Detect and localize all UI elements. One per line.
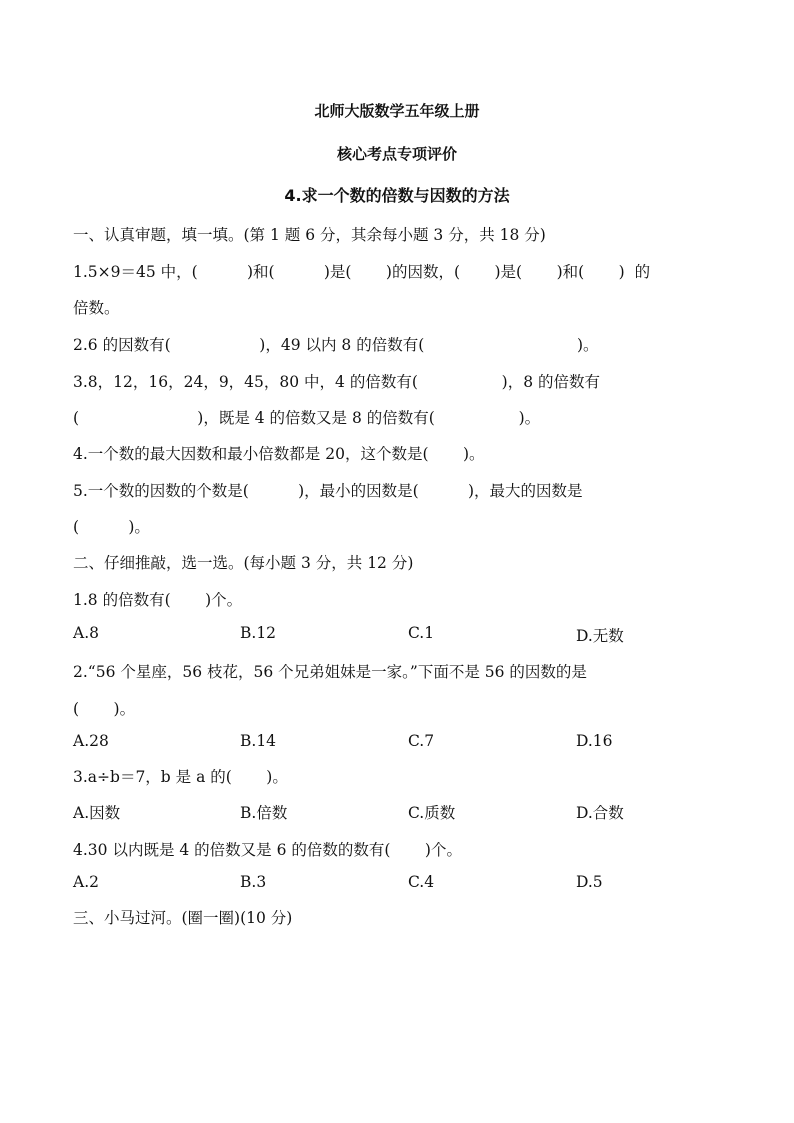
- s2-q4: 4.30 以内既是 4 的倍数又是 6 的倍数的数有( )个。: [73, 841, 462, 859]
- s2-q3: 3.a÷b＝7，b 是 a 的( )。: [73, 768, 288, 786]
- s1-q5-line1: 5.一个数的因数的个数是( )，最小的因数是( )，最大的因数是: [73, 482, 583, 500]
- s2-q1-option-a: A.8: [73, 624, 99, 642]
- s1-q1-line1: 1.5×9＝45 中，( )和( )是( )的因数，( )是( )和( ) 的: [73, 263, 651, 281]
- section3-heading: 三、小马过河。(圈一圈)(10 分): [73, 909, 293, 927]
- s2-q3-option-c: C.质数: [408, 804, 456, 822]
- topic-title: 4.求一个数的倍数与因数的方法: [284, 186, 510, 205]
- series-title: 北师大版数学五年级上册: [314, 102, 480, 120]
- s2-q4-option-c: C.4: [408, 873, 435, 891]
- s2-q2-option-b: B.14: [240, 732, 277, 750]
- s2-q2-option-a: A.28: [73, 732, 109, 750]
- s2-q4-option-b: B.3: [240, 873, 267, 891]
- s2-q1-option-d: D.无数: [576, 627, 624, 645]
- section2-heading: 二、仔细推敲，选一选。(每小题 3 分，共 12 分): [73, 554, 414, 572]
- s1-q3-line2: ( )，既是 4 的倍数又是 8 的倍数有( )。: [73, 409, 541, 427]
- s2-q2-option-c: C.7: [408, 732, 435, 750]
- s2-q1-option-c: C.1: [408, 624, 435, 642]
- s1-q1-line2: 倍数。: [73, 299, 120, 317]
- s2-q3-option-a: A.因数: [73, 804, 121, 822]
- s2-q4-option-a: A.2: [73, 873, 99, 891]
- subtitle: 核心考点专项评价: [336, 145, 457, 163]
- section1-heading: 一、认真审题，填一填。(第 1 题 6 分，其余每小题 3 分，共 18 分): [73, 226, 546, 244]
- s1-q5-line2: ( )。: [73, 518, 150, 536]
- s2-q1-option-b: B.12: [240, 624, 277, 642]
- s2-q2-line1: 2.“56 个星座，56 枝花，56 个兄弟姐妹是一家。”下面不是 56 的因数的是: [73, 663, 587, 681]
- s1-q3-line1: 3.8，12，16，24，9，45，80 中，4 的倍数有( )，8 的倍数有: [73, 373, 600, 391]
- s2-q3-option-d: D.合数: [576, 804, 624, 822]
- s2-q2-line2: ( )。: [73, 700, 136, 718]
- s2-q4-option-d: D.5: [576, 873, 603, 891]
- s2-q1: 1.8 的倍数有( )个。: [73, 591, 243, 609]
- s1-q4: 4.一个数的最大因数和最小倍数都是 20，这个数是( )。: [73, 445, 485, 463]
- s1-q2: 2.6 的因数有( )，49 以内 8 的倍数有( )。: [73, 336, 599, 354]
- s2-q3-option-b: B.倍数: [240, 804, 288, 822]
- s2-q2-option-d: D.16: [576, 732, 613, 750]
